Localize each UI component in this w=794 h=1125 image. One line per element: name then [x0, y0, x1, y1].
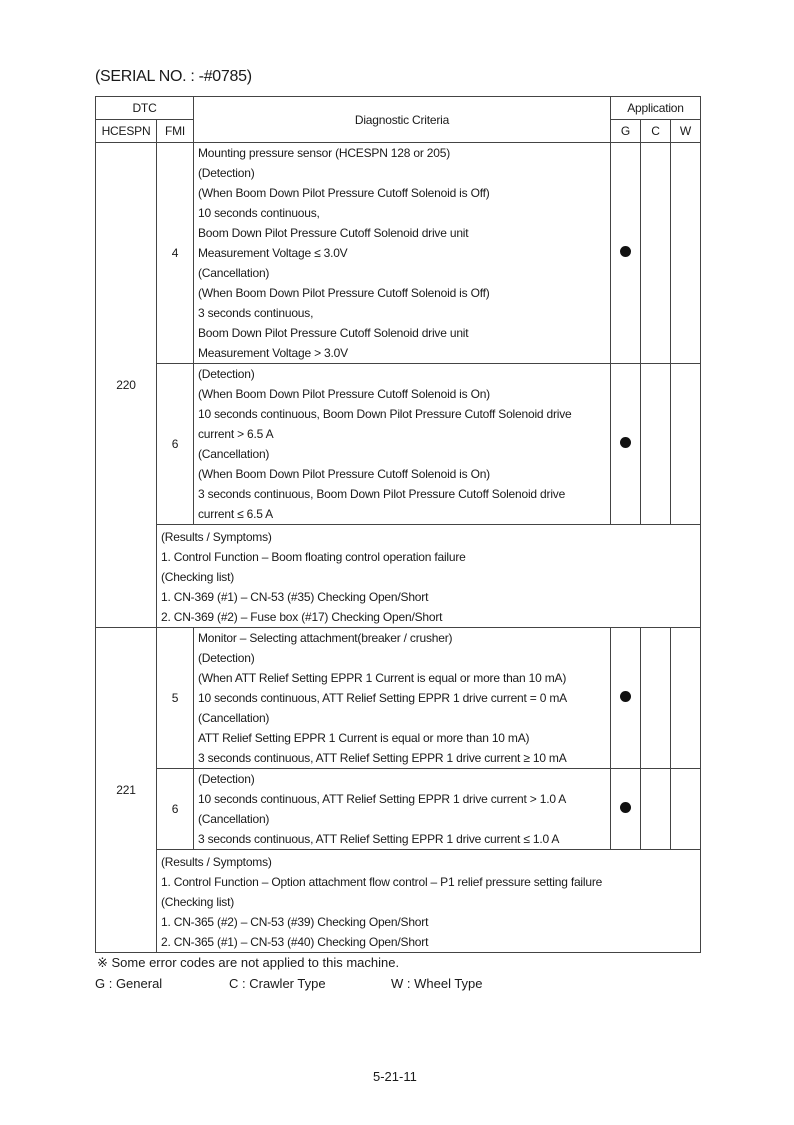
hcespn-cell: 220	[96, 143, 157, 628]
criteria-line: (When Boom Down Pilot Pressure Cutoff Solenoid is On)	[198, 467, 490, 481]
applicable-dot-icon	[620, 246, 631, 257]
criteria-line: 10 seconds continuous,	[198, 206, 320, 220]
footnote: ※ Some error codes are not applied to this machine.	[97, 955, 400, 970]
crawler-cell	[641, 628, 671, 769]
criteria-line: 3 seconds continuous,	[198, 306, 314, 320]
dtc-row	[96, 364, 701, 525]
results-line: 1. Control Function – Boom floating control operation failure	[161, 550, 466, 564]
results-line: (Checking list)	[161, 570, 235, 584]
results-line: 1. CN-369 (#1) – CN-53 (#35) Checking Open/Short	[161, 590, 429, 604]
criteria-line: (Cancellation)	[198, 812, 270, 826]
general-cell	[611, 769, 641, 850]
criteria-line: (Detection)	[198, 772, 255, 786]
wheel-cell	[671, 769, 701, 850]
legend-general: G : General	[95, 976, 163, 991]
criteria-cell	[194, 364, 611, 525]
criteria-line: (Detection)	[198, 651, 255, 665]
results-line: 2. CN-365 (#1) – CN-53 (#40) Checking Open/Short	[161, 935, 429, 949]
hcespn-cell: 221	[96, 628, 157, 953]
results-row	[96, 850, 701, 953]
results-line: (Checking list)	[161, 895, 235, 909]
general-cell	[611, 628, 641, 769]
diagnostic-criteria-header: Diagnostic Criteria	[194, 97, 611, 143]
crawler-cell	[641, 769, 671, 850]
criteria-line: 3 seconds continuous, ATT Relief Setting EPPR 1 drive current ≥ 10 mA	[198, 751, 567, 765]
hcespn-header: HCESPN	[96, 120, 157, 143]
criteria-line: Measurement Voltage ≤ 3.0V	[198, 246, 348, 260]
results-line: (Results / Symptoms)	[161, 530, 272, 544]
results-line: 1. Control Function – Option attachment flow control – P1 relief pressure setting failure	[161, 875, 603, 889]
fmi-cell: 6	[157, 364, 194, 525]
dtc-row	[96, 143, 701, 364]
general-header: G	[611, 120, 641, 143]
criteria-line: (When Boom Down Pilot Pressure Cutoff Solenoid is On)	[198, 387, 490, 401]
criteria-line: Measurement Voltage > 3.0V	[198, 346, 348, 360]
criteria-line: 3 seconds continuous, Boom Down Pilot Pressure Cutoff Solenoid drive	[198, 487, 566, 501]
criteria-line: (Cancellation)	[198, 266, 270, 280]
criteria-line: (When Boom Down Pilot Pressure Cutoff Solenoid is Off)	[198, 286, 490, 300]
fmi-cell: 6	[157, 769, 194, 850]
results-cell	[157, 525, 701, 628]
wheel-cell	[671, 364, 701, 525]
wheel-cell	[671, 143, 701, 364]
criteria-cell	[194, 769, 611, 850]
application-header: Application	[611, 97, 701, 120]
criteria-line: (Cancellation)	[198, 711, 270, 725]
criteria-line: (Detection)	[198, 367, 255, 381]
criteria-line: 10 seconds continuous, ATT Relief Setting EPPR 1 drive current = 0 mA	[198, 691, 567, 705]
criteria-line: current > 6.5 A	[198, 427, 274, 441]
criteria-line: ATT Relief Setting EPPR 1 Current is equal or more than 10 mA)	[198, 731, 530, 745]
applicable-dot-icon	[620, 691, 631, 702]
criteria-line: (Detection)	[198, 166, 255, 180]
criteria-line: Boom Down Pilot Pressure Cutoff Solenoid drive unit	[198, 226, 469, 240]
criteria-line: 10 seconds continuous, ATT Relief Setting EPPR 1 drive current > 1.0 A	[198, 792, 567, 806]
wheel-header: W	[671, 120, 701, 143]
dtc-header: DTC	[96, 97, 194, 120]
fmi-header: FMI	[157, 120, 194, 143]
results-cell	[157, 850, 701, 953]
dtc-table-header	[96, 97, 701, 143]
results-line: (Results / Symptoms)	[161, 855, 272, 869]
criteria-line: current ≤ 6.5 A	[198, 507, 273, 521]
results-row	[96, 525, 701, 628]
serial-range-title: (SERIAL NO. : -#0785)	[95, 68, 252, 85]
criteria-line: Monitor – Selecting attachment(breaker / crusher)	[198, 631, 453, 645]
wheel-cell	[671, 628, 701, 769]
fmi-cell: 4	[157, 143, 194, 364]
criteria-cell	[194, 143, 611, 364]
criteria-line: Mounting pressure sensor (HCESPN 128 or 205)	[198, 146, 450, 160]
crawler-header: C	[641, 120, 671, 143]
general-cell	[611, 143, 641, 364]
criteria-cell	[194, 628, 611, 769]
dtc-table-body	[96, 143, 701, 953]
criteria-line: 10 seconds continuous, Boom Down Pilot Pressure Cutoff Solenoid drive	[198, 407, 572, 421]
criteria-line: (When Boom Down Pilot Pressure Cutoff Solenoid is Off)	[198, 186, 490, 200]
page-number: 5-21-11	[373, 1069, 417, 1084]
fmi-cell: 5	[157, 628, 194, 769]
results-line: 2. CN-369 (#2) – Fuse box (#17) Checking Open/Short	[161, 610, 443, 624]
results-line: 1. CN-365 (#2) – CN-53 (#39) Checking Open/Short	[161, 915, 429, 929]
criteria-line: Boom Down Pilot Pressure Cutoff Solenoid drive unit	[198, 326, 469, 340]
crawler-cell	[641, 364, 671, 525]
dtc-row	[96, 628, 701, 769]
dtc-table	[95, 96, 701, 953]
legend-crawler: C : Crawler Type	[229, 976, 326, 991]
applicable-dot-icon	[620, 437, 631, 448]
applicable-dot-icon	[620, 802, 631, 813]
crawler-cell	[641, 143, 671, 364]
general-cell	[611, 364, 641, 525]
legend-wheel: W : Wheel Type	[391, 976, 483, 991]
criteria-line: (Cancellation)	[198, 447, 270, 461]
criteria-line: 3 seconds continuous, ATT Relief Setting EPPR 1 drive current ≤ 1.0 A	[198, 832, 560, 846]
criteria-line: (When ATT Relief Setting EPPR 1 Current is equal or more than 10 mA)	[198, 671, 567, 685]
dtc-row	[96, 769, 701, 850]
